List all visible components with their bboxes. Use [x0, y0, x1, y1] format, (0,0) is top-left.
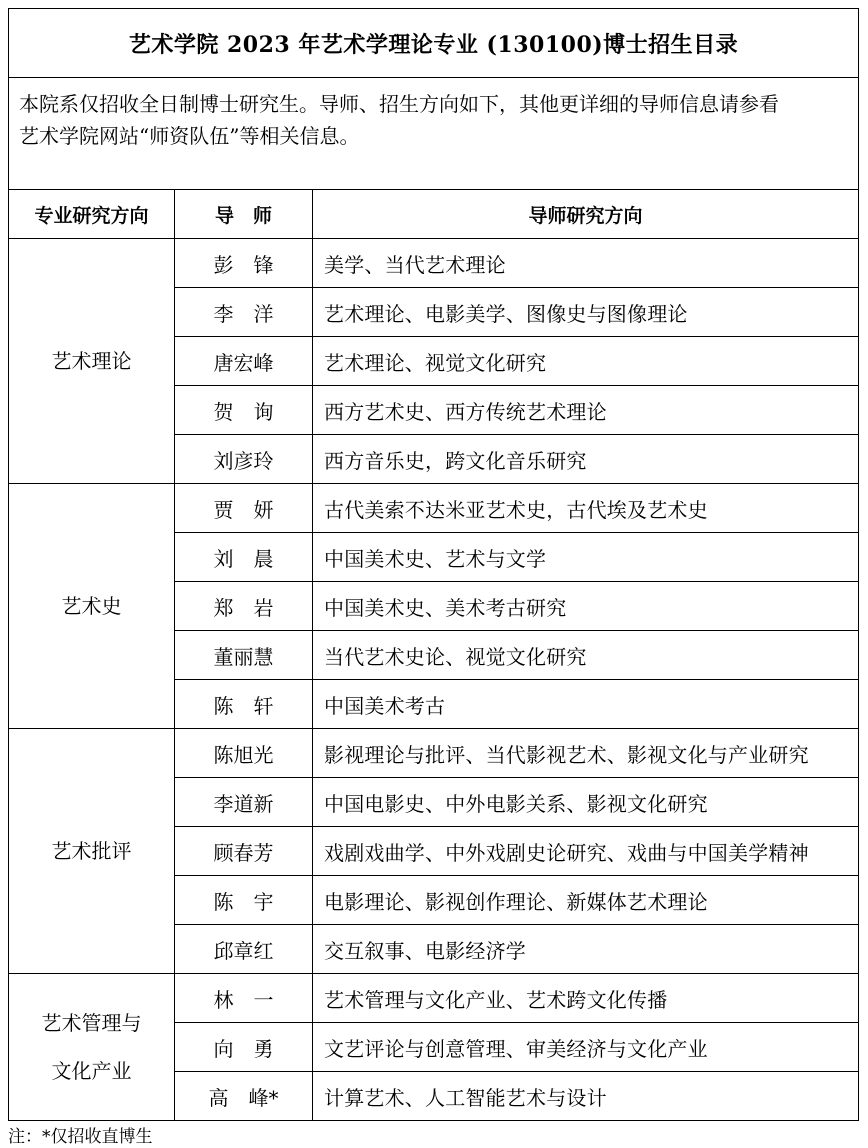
research-direction: 中国电影史、中外电影关系、影视文化研究	[313, 778, 859, 827]
category-name-line: 文化产业	[51, 1059, 132, 1083]
research-direction: 艺术管理与文化产业、艺术跨文化传播	[313, 974, 859, 1023]
table-row	[9, 239, 859, 288]
research-direction: 艺术理论、视觉文化研究	[313, 337, 859, 386]
research-direction: 西方音乐史，跨文化音乐研究	[313, 435, 859, 484]
research-direction: 中国美术考古	[313, 680, 859, 729]
advisor-name: 向 勇	[175, 1023, 313, 1072]
research-direction: 交互叙事、电影经济学	[313, 925, 859, 974]
header-advisor: 导 师	[175, 190, 313, 239]
advisor-name: 郑 岩	[175, 582, 313, 631]
research-direction: 中国美术史、艺术与文学	[313, 533, 859, 582]
research-direction: 中国美术史、美术考古研究	[313, 582, 859, 631]
advisor-name: 邱章红	[175, 925, 313, 974]
research-direction: 美学、当代艺术理论	[313, 239, 859, 288]
footnote: 注：*仅招收直博生	[8, 1127, 153, 1147]
table-row	[9, 729, 859, 778]
category-name-line: 艺术史	[61, 594, 122, 618]
header-direction: 专业研究方向	[9, 190, 175, 239]
category-name-line: 艺术批评	[51, 839, 132, 863]
advisor-name: 李 洋	[175, 288, 313, 337]
document	[8, 8, 858, 1121]
category-cell	[9, 974, 175, 1121]
research-direction: 电影理论、影视创作理论、新媒体艺术理论	[313, 876, 859, 925]
table-row	[9, 974, 859, 1023]
advisor-name: 唐宏峰	[175, 337, 313, 386]
research-direction: 文艺评论与创意管理、审美经济与文化产业	[313, 1023, 859, 1072]
table-row	[9, 484, 859, 533]
research-direction: 计算艺术、人工智能艺术与设计	[313, 1072, 859, 1121]
category-cell	[9, 239, 175, 484]
category-name-line: 艺术理论	[51, 349, 132, 373]
category-name-line: 艺术管理与	[41, 1011, 142, 1035]
advisor-name: 董丽慧	[175, 631, 313, 680]
document-title: 艺术学院 2023 年艺术学理论专业 (130100)博士招生目录	[9, 9, 859, 78]
research-direction: 古代美索不达米亚艺术史，古代埃及艺术史	[313, 484, 859, 533]
advisor-name: 高 峰*	[175, 1072, 313, 1121]
advisor-name: 贺 询	[175, 386, 313, 435]
advisor-name: 陈旭光	[175, 729, 313, 778]
advisor-name: 刘彦玲	[175, 435, 313, 484]
advisor-name: 林 一	[175, 974, 313, 1023]
advisor-name: 李道新	[175, 778, 313, 827]
intro-paragraph	[9, 78, 859, 190]
research-direction: 当代艺术史论、视觉文化研究	[313, 631, 859, 680]
intro-line-1: 本院系仅招收全日制博士研究生。导师、招生方向如下，其他更详细的导师信息请参看	[19, 92, 779, 116]
research-direction: 艺术理论、电影美学、图像史与图像理论	[313, 288, 859, 337]
category-cell	[9, 729, 175, 974]
research-direction: 戏剧戏曲学、中外戏剧史论研究、戏曲与中国美学精神	[313, 827, 859, 876]
table-header-row	[9, 190, 859, 239]
advisor-name: 顾春芳	[175, 827, 313, 876]
advisor-name: 刘 晨	[175, 533, 313, 582]
advisor-name: 贾 妍	[175, 484, 313, 533]
research-direction: 影视理论与批评、当代影视艺术、影视文化与产业研究	[313, 729, 859, 778]
research-direction: 西方艺术史、西方传统艺术理论	[313, 386, 859, 435]
advisor-name: 彭 锋	[175, 239, 313, 288]
advisor-name: 陈 宇	[175, 876, 313, 925]
header-research: 导师研究方向	[313, 190, 859, 239]
advisor-name: 陈 轩	[175, 680, 313, 729]
category-cell	[9, 484, 175, 729]
admission-table	[8, 8, 859, 1121]
intro-line-2: 艺术学院网站“师资队伍”等相关信息。	[19, 124, 360, 148]
